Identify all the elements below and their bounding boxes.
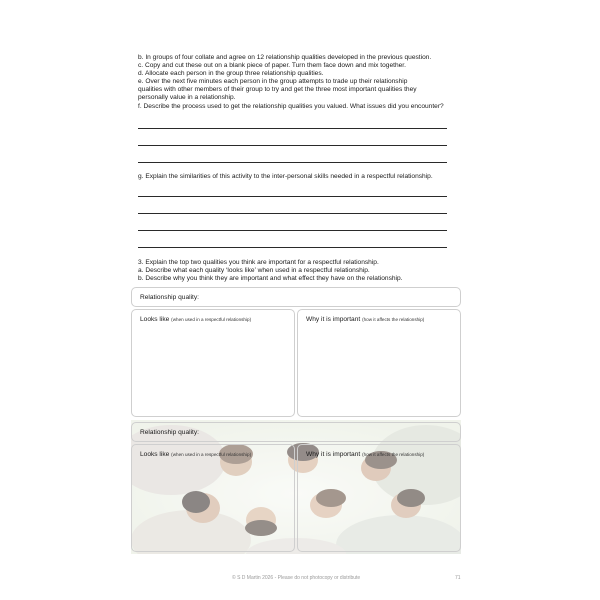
looks-like-box-2[interactable]: [131, 444, 295, 552]
answer-line-g-3[interactable]: [138, 230, 447, 231]
answer-line-g-2[interactable]: [138, 213, 447, 214]
question-3b: b. Describe why you think they are important and what effect they have on the relationship.: [138, 275, 403, 283]
question-g-block: [138, 173, 478, 181]
why-important-label-2: Why it is important: [306, 451, 361, 458]
answer-line-g-4[interactable]: [138, 247, 447, 248]
relationship-quality-label-1: Relationship quality:: [140, 294, 200, 301]
why-important-sub-2: (how it affects the relationship): [362, 452, 425, 457]
footer-page-number: 71: [455, 575, 461, 581]
question-3: 3. Explain the top two qualities you think are important for a respectful relationship.: [138, 259, 379, 266]
looks-like-heading-1: [140, 316, 251, 323]
relationship-quality-field-1[interactable]: [131, 287, 461, 307]
instruction-c: c. Copy and cut these out on a blank piece of paper. Turn them face down and mix together.: [138, 62, 406, 70]
question-g: g. Explain the similarities of this activity to the inter-personal skills needed in a respectful relationship.: [138, 173, 433, 180]
instruction-e-cont-2: personally value in a relationship.: [138, 94, 236, 102]
relationship-quality-label-2: Relationship quality:: [140, 429, 200, 436]
instruction-e-cont-1: qualities with other members of their group to try and get the three most important qualities they: [138, 86, 417, 94]
answer-line-f-2[interactable]: [138, 145, 447, 146]
looks-like-sub-2: (when used in a respectful relationship): [171, 452, 252, 457]
footer-copyright: © S D Martin 2026 - Please do not photocopy or distribute: [232, 575, 361, 581]
relationship-quality-field-2[interactable]: [131, 422, 461, 442]
why-important-sub-1: (how it affects the relationship): [362, 317, 425, 322]
looks-like-box-1[interactable]: [131, 309, 295, 417]
why-important-box-1[interactable]: [297, 309, 461, 417]
instruction-b: b. In groups of four collate and agree on 12 relationship qualities developed in the previous question.: [138, 54, 432, 61]
instruction-e: e. Over the next five minutes each person in the group attempts to trade up their relationship: [138, 78, 408, 86]
looks-like-label-1: Looks like: [140, 316, 170, 323]
question-3a: a. Describe what each quality ‘looks like’ when used in a respectful relationship.: [138, 267, 370, 275]
why-important-label-1: Why it is important: [306, 316, 361, 323]
looks-like-sub-1: (when used in a respectful relationship): [171, 317, 252, 322]
instructions-b-to-f: [138, 54, 478, 111]
instruction-f: f. Describe the process used to get the relationship qualities you valued. What issues did you encounter?: [138, 102, 444, 110]
question-3-block: [138, 259, 478, 283]
why-important-heading-1: [306, 316, 424, 323]
looks-like-heading-2: [140, 451, 251, 458]
why-important-box-2[interactable]: [297, 444, 461, 552]
answer-line-f-1[interactable]: [138, 128, 447, 129]
why-important-heading-2: [306, 451, 424, 458]
instruction-d: d. Allocate each person in the group three relationship qualities.: [138, 70, 324, 78]
looks-like-label-2: Looks like: [140, 451, 170, 458]
answer-line-f-3[interactable]: [138, 162, 447, 163]
answer-line-g-1[interactable]: [138, 196, 447, 197]
